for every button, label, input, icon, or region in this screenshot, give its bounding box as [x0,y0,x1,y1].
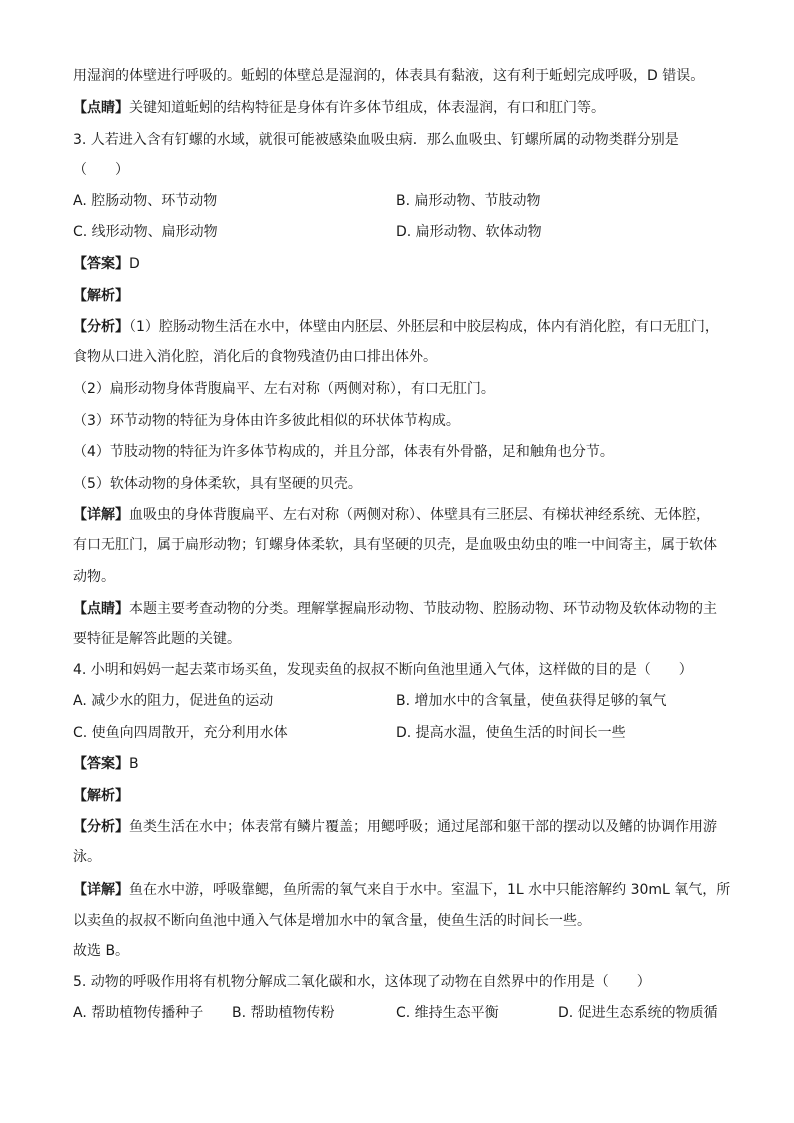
answer-value: B [129,756,139,772]
dianjing-text: 关键知道蚯蚓的结构特征是身体有许多体节组成，体表湿润，有口和肛门等。 [129,100,605,116]
dianjing-tag: 【点睛】 [73,601,129,617]
text-line [73,317,719,337]
q3-option-d: D. 扁形动物、软体动物 [396,224,542,240]
text-line: 有口无肛门，属于扁形动物；钉螺身体柔软，具有坚硬的贝壳，是血吸虫幼虫的唯一中间寄主，属于软体 [73,537,717,553]
text-line: 动物。 [73,569,115,585]
q4-option-b: B. 增加水中的含氧量，使鱼获得足够的氧气 [396,693,667,709]
q5-option-b: B. 帮助植物传粉 [232,1005,335,1021]
question-3-blank: （ ） [73,162,129,178]
jiexi-tag: 【解析】 [73,788,129,804]
fenxi-tag: 【分析】 [73,819,129,835]
text-line: （2）扁形动物身体背腹扁平、左右对称（两侧对称），有口无肛门。 [73,381,495,397]
q5-option-d: D. 促进生态系统的物质循 [558,1005,718,1021]
xiangjie-tag: 【详解】 [73,882,129,898]
question-4-stem: 4. 小明和妈妈一起去菜市场买鱼，发现卖鱼的叔叔不断向鱼池里通入气体，这样做的目的是（ ） [73,662,693,678]
text-line: 用湿润的体壁进行呼吸的。蚯蚓的体壁总是湿润的，体表具有黏液，这有利于蚯蚓完成呼吸，D 错误。 [73,68,705,84]
answer-tag: 【答案】 [73,756,129,772]
text-line: 泳。 [73,849,101,865]
q3-option-c: C. 线形动物、扁形动物 [73,224,218,240]
text-line [73,599,717,619]
q3-option-b: B. 扁形动物、节肢动物 [396,193,541,209]
dianjing-text: 本题主要考查动物的分类。理解掌握扁形动物、节肢动物、腔肠动物、环节动物及软体动物的主 [129,601,717,617]
text-line: 食物从口进入消化腔，消化后的食物残渣仍由口排出体外。 [73,349,437,365]
xiangjie-tag: 【详解】 [73,507,129,523]
jiexi-tag: 【解析】 [73,288,129,304]
q3-option-a: A. 腔肠动物、环节动物 [73,193,218,209]
answer-value: D [129,256,140,272]
q5-option-a: A. 帮助植物传播种子 [73,1005,204,1021]
question-5-stem: 5. 动物的呼吸作用将有机物分解成二氧化碳和水，这体现了动物在自然界中的作用是（ ） [73,974,651,990]
xiangjie-text: 血吸虫的身体背腹扁平、左右对称（两侧对称）、体壁具有三胚层、有梯状神经系统、无体腔， [129,507,710,523]
xiangjie-text: 鱼在水中游，呼吸靠鳃，鱼所需的氧气来自于水中。室温下，1L 水中只能溶解约 30mL 氧气，所 [129,882,731,898]
answer-line [73,254,140,274]
dianjing-tag: 【点睛】 [73,100,129,116]
q4-option-d: D. 提高水温，使鱼生活的时间长一些 [396,725,626,741]
text-line [73,505,710,525]
q4-option-c: C. 使鱼向四周散开，充分利用水体 [73,725,288,741]
answer-line [73,754,139,774]
fenxi-text: （1）腔肠动物生活在水中，体壁由内胚层、外胚层和中胶层构成，体内有消化腔，有口无肛门， [129,319,719,335]
text-line [73,880,730,900]
text-line [73,98,605,118]
text-line: 以卖鱼的叔叔不断向鱼池中通入气体是增加水中的氧含量，使鱼生活的时间长一些。 [73,913,591,929]
q4-option-a: A. 减少水的阻力，促进鱼的运动 [73,693,274,709]
text-line: 要特征是解答此题的关键。 [73,631,241,647]
text-line: （5）软体动物的身体柔软，具有坚硬的贝壳。 [73,476,362,492]
fenxi-text: 鱼类生活在水中；体表常有鳞片覆盖；用鳃呼吸；通过尾部和躯干部的摆动以及鳍的协调作用游 [129,819,717,835]
fenxi-tag: 【分析】 [73,319,129,335]
text-line: 故选 B。 [73,943,130,959]
text-line: （4）节肢动物的特征为许多体节构成的，并且分部，体表有外骨骼，足和触角也分节。 [73,444,614,460]
question-3-stem: 3. 人若进入含有钉螺的水域，就很可能被感染血吸虫病．那么血吸虫、钉螺所属的动物类群分别是 [73,132,679,148]
answer-tag: 【答案】 [73,256,129,272]
text-line [73,817,717,837]
text-line: （3）环节动物的特征为身体由许多彼此相似的环状体节构成。 [73,413,460,429]
q5-option-c: C. 维持生态平衡 [396,1005,499,1021]
